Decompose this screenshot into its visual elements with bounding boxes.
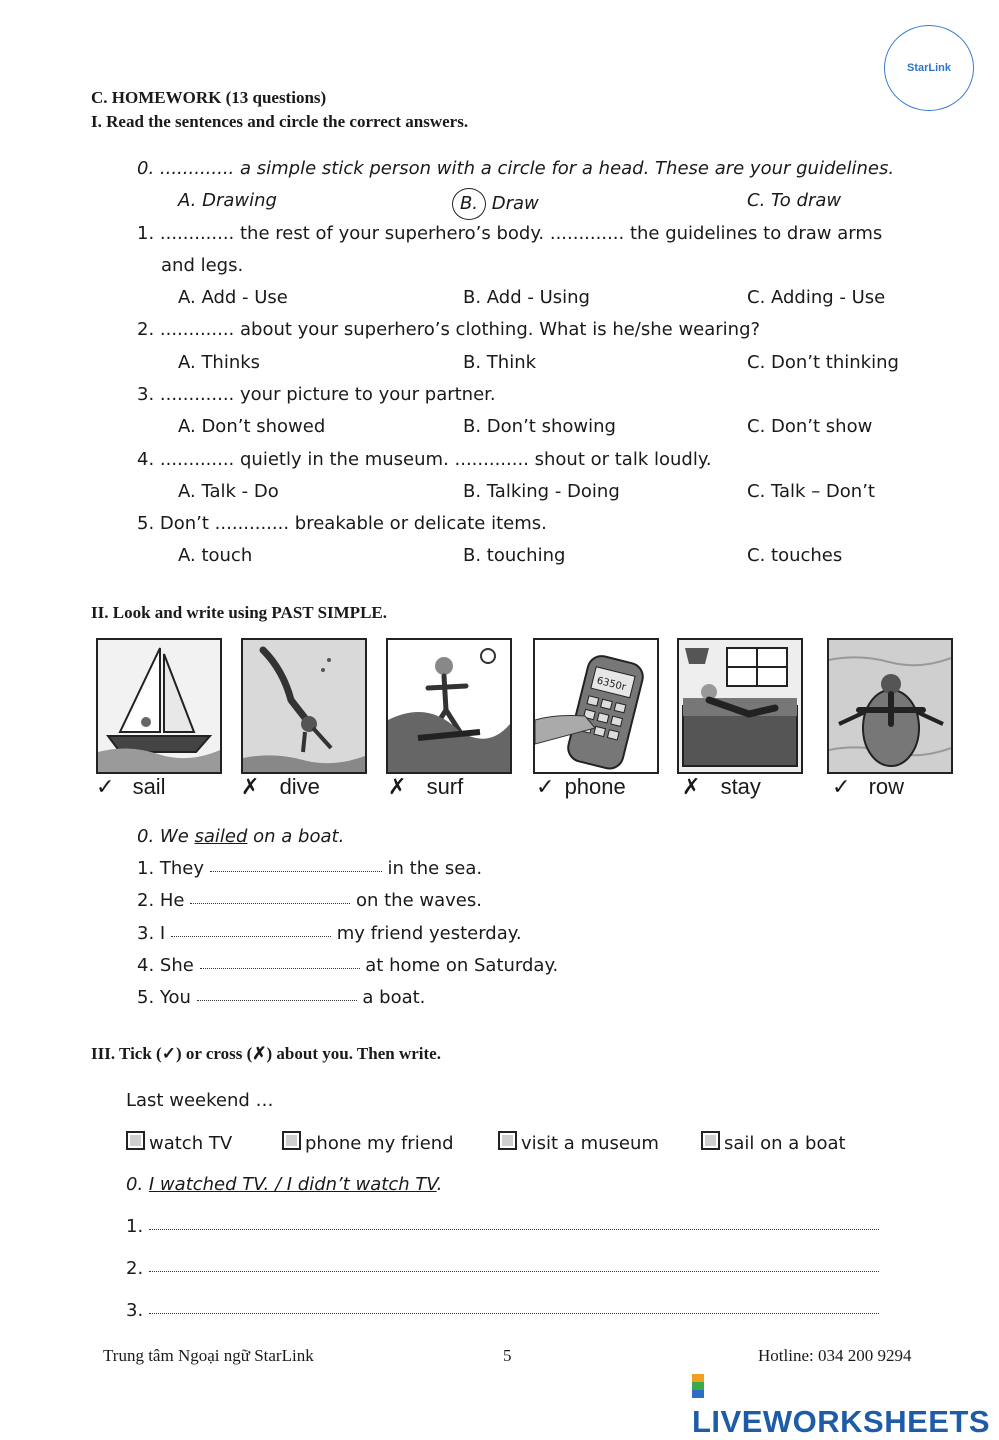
question-0-option-b[interactable] [458, 188, 539, 220]
question-5-option-c[interactable]: C. touches [747, 545, 843, 566]
dive-picture [241, 638, 367, 774]
tick-icon: ✓ [96, 774, 115, 799]
answer-blank[interactable] [171, 934, 331, 937]
checkbox[interactable] [701, 1131, 720, 1150]
phone-picture [533, 638, 659, 774]
page-number: 5 [503, 1346, 512, 1365]
picture-label-stay: ✗ stay [682, 774, 761, 799]
sail-picture [96, 638, 222, 774]
answer-blank[interactable] [200, 966, 360, 969]
part2-item-3: 3. I my friend yesterday. [137, 923, 522, 944]
answer-blank[interactable] [210, 869, 382, 872]
part2-item-1: 1. They in the sea. [137, 858, 483, 879]
question-2-text: 2. ............. about your superhero’s clothing. What is he/she wearing? [137, 319, 761, 340]
answer-circle: B. [452, 188, 486, 220]
picture-label-row: ✓ row [832, 774, 905, 799]
liveworksheets-watermark[interactable]: LIVEWORKSHEETS [692, 1368, 999, 1440]
starlink-logo [884, 25, 974, 111]
surf-picture [386, 638, 512, 774]
question-1-option-a[interactable]: A. Add - Use [178, 287, 288, 308]
example-answer: I watched TV. / I didn’t watch TV [148, 1174, 437, 1195]
picture-label-dive: ✗ dive [241, 774, 320, 799]
question-1-option-c[interactable]: C. Adding - Use [747, 287, 886, 308]
row-picture [827, 638, 953, 774]
answer-blank[interactable] [149, 1311, 879, 1314]
answer-blank[interactable] [197, 998, 357, 1001]
question-0-text: 0. ............. a simple stick person with a circle for a head. These are your guidelines. [137, 158, 895, 179]
question-0-option-b-text: Draw [491, 193, 539, 214]
question-1-text-cont: and legs. [161, 255, 244, 276]
picture-label-sail: ✓ sail [96, 774, 166, 799]
picture-label-surf: ✗ surf [388, 774, 464, 799]
option-sail-boat: sail on a boat [701, 1131, 846, 1154]
checkbox[interactable] [282, 1131, 301, 1150]
part3-title: III. Tick (✓) or cross (✗) about you. Then write. [91, 1044, 441, 1063]
section-title: C. HOMEWORK (13 questions) [91, 88, 327, 107]
question-3-text: 3. ............. your picture to your partner. [137, 384, 496, 405]
logo-text: StarLink [906, 62, 951, 74]
part2-item-4: 4. She at home on Saturday. [137, 955, 559, 976]
footer-hotline: Hotline: 034 200 9294 [758, 1346, 912, 1365]
checkbox[interactable] [498, 1131, 517, 1150]
question-4-option-c[interactable]: C. Talk – Don’t [747, 481, 875, 502]
liveworksheets-logo-icon [692, 1374, 704, 1398]
question-2-option-a[interactable]: A. Thinks [178, 352, 261, 373]
question-4-option-b[interactable]: B. Talking - Doing [463, 481, 620, 502]
write-line-3: 3. [126, 1300, 879, 1321]
phone-screen-text: 6350r [595, 675, 627, 694]
question-3-option-b[interactable]: B. Don’t showing [463, 416, 616, 437]
question-2-option-c[interactable]: C. Don’t thinking [747, 352, 899, 373]
question-3-option-a[interactable]: A. Don’t showed [178, 416, 326, 437]
stay-picture [677, 638, 803, 774]
cross-icon: ✗ [388, 774, 407, 799]
part2-item-2: 2. He on the waves. [137, 890, 482, 911]
question-3-option-c[interactable]: C. Don’t show [747, 416, 873, 437]
answer-blank[interactable] [190, 901, 350, 904]
cross-icon: ✗ [682, 774, 701, 799]
part3-intro: Last weekend … [126, 1090, 274, 1111]
question-0-option-a[interactable]: A. Drawing [178, 190, 277, 211]
question-4-option-a[interactable]: A. Talk - Do [178, 481, 279, 502]
question-5-text: 5. Don’t ............. breakable or delicate items. [137, 513, 547, 534]
option-phone-friend: phone my friend [282, 1131, 454, 1154]
answer-blank[interactable] [149, 1227, 879, 1230]
question-5-option-b[interactable]: B. touching [463, 545, 566, 566]
part2-title: II. Look and write using PAST SIMPLE. [91, 603, 387, 622]
part2-example: 0. We sailed on a boat. [137, 826, 345, 847]
write-line-1: 1. [126, 1216, 879, 1237]
picture-label-phone: ✓ phone [536, 774, 626, 799]
option-watch-tv: watch TV [126, 1131, 232, 1154]
part3-example: 0. I watched TV. / I didn’t watch TV. [126, 1174, 443, 1195]
question-1-option-b[interactable]: B. Add - Using [463, 287, 590, 308]
part2-item-5: 5. You a boat. [137, 987, 426, 1008]
example-answer: sailed [194, 826, 248, 847]
question-1-text: 1. ............. the rest of your superhero’s body. ............. the guidelines to draw arms [137, 223, 883, 244]
question-5-option-a[interactable]: A. touch [178, 545, 253, 566]
option-visit-museum: visit a museum [498, 1131, 659, 1154]
question-0-option-c[interactable]: C. To draw [747, 190, 842, 211]
question-4-text: 4. ............. quietly in the museum. ............. shout or talk loudly. [137, 449, 712, 470]
tick-icon: ✓ [536, 774, 555, 799]
question-2-option-b[interactable]: B. Think [463, 352, 537, 373]
answer-blank[interactable] [149, 1269, 879, 1272]
write-line-2: 2. [126, 1258, 879, 1279]
part1-title: I. Read the sentences and circle the correct answers. [91, 112, 469, 131]
tick-icon: ✓ [832, 774, 851, 799]
footer-center-name: Trung tâm Ngoại ngữ StarLink [103, 1346, 314, 1365]
cross-icon: ✗ [241, 774, 260, 799]
checkbox[interactable] [126, 1131, 145, 1150]
